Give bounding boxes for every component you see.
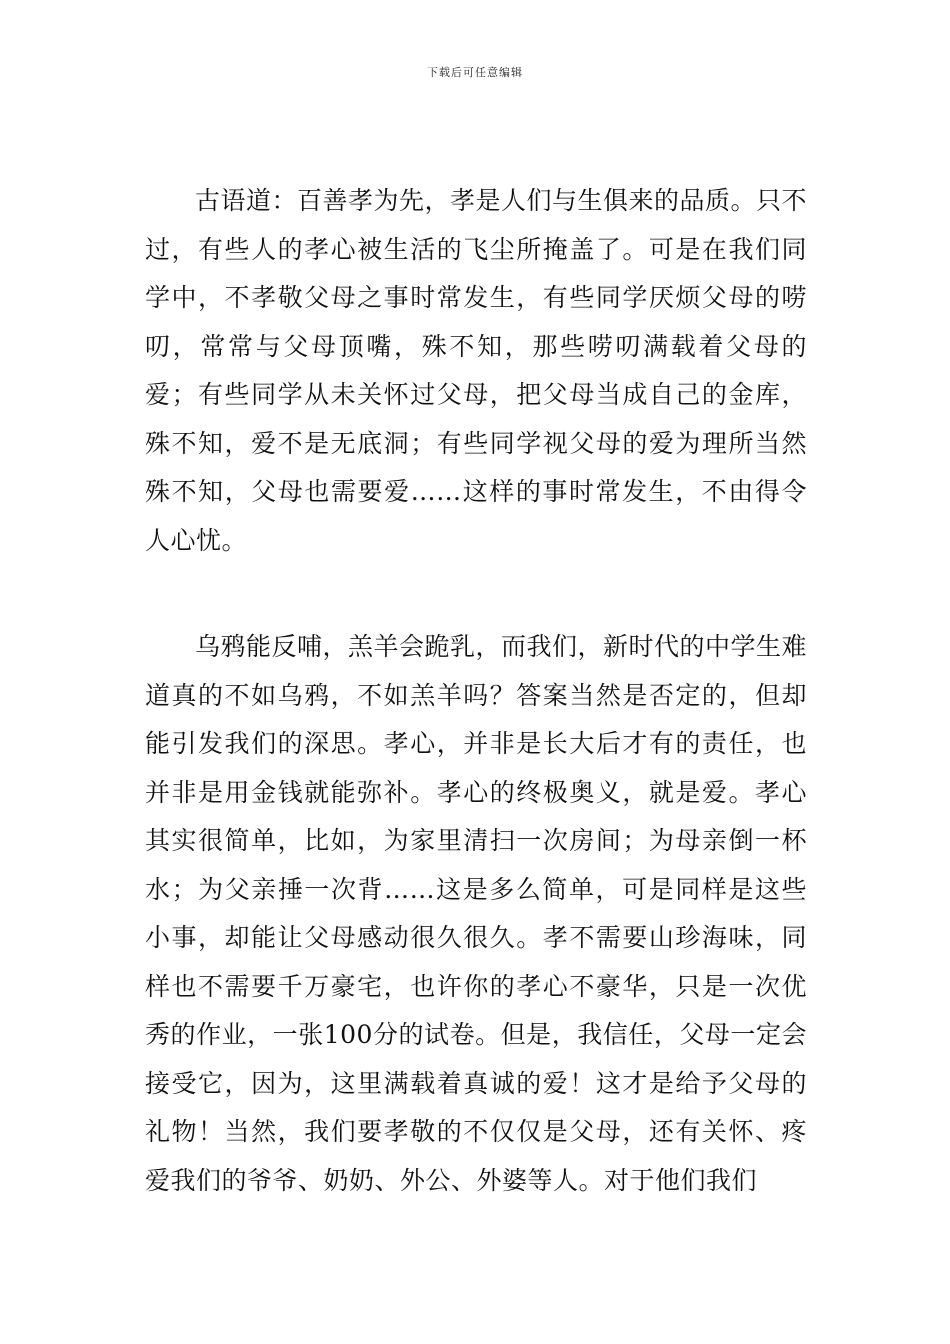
paragraph-1: 古语道：百善孝为先，孝是人们与生俱来的品质。只不过，有些人的孝心被生活的飞尘所掩盖了。可是在我们同学中，不孝敬父母之事时常发生，有些同学厌烦父母的唠叨，常常与父母顶嘴，殊不知，那些唠叨满载着父母的爱；有些同学从未关怀过父母，把父母当成自己的金库，殊不知，爱不是无底洞；有些同学视父母的爱为理所当然殊不知，父母也需要爱……这样的事时常发生，不由得令人心忧。 bbox=[145, 186, 808, 555]
paragraph-2: 乌鸦能反哺，羔羊会跪乳，而我们，新时代的中学生难道真的不如乌鸦，不如羔羊吗？答案当然是否定的，但却能引发我们的深思。孝心，并非是长大后才有的责任，也并非是用金钱就能弥补。孝心的终极奥义，就是爱。孝心其实很简单，比如，为家里清扫一次房间；为母亲倒一杯水；为父亲捶一次背……这是多么简单，可是同样是这些小事，却能让父母感动很久很久。孝不需要山珍海味，同样也不需要千万豪宅，也许你的孝心不豪华，只是一次优秀的作业，一张100分的试卷。但是，我信任，父母一定会接受它，因为，这里满载着真诚的爱！这才是给予父母的礼物！当然，我们要孝敬的不仅仅是父母，还有关怀、疼爱我们的爷爷、奶奶、外公、外婆等人。对于他们我们 bbox=[145, 632, 808, 1195]
page-header: 下载后可任意编辑 bbox=[427, 66, 523, 79]
